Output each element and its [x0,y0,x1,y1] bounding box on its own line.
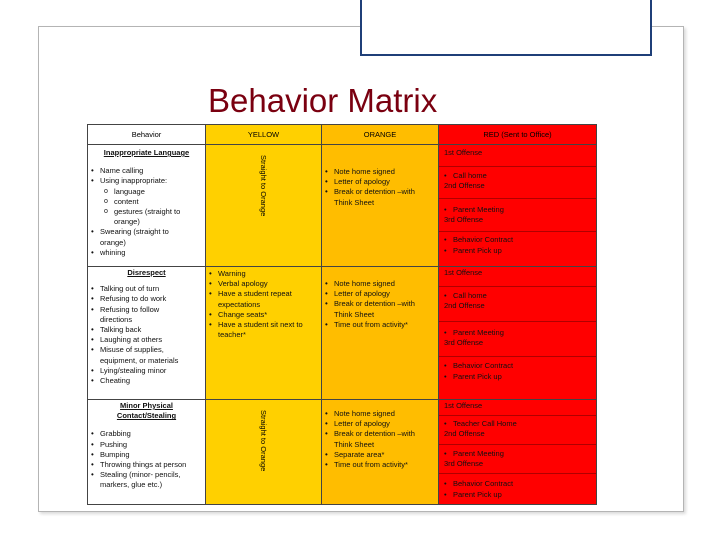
list-item: • Separate area* [322,450,438,460]
list-item: • Letter of apology [322,289,438,299]
list-item: Think Sheet [334,197,375,207]
slide-header-tab [360,0,652,56]
list-item: • Misuse of supplies, [88,345,205,355]
list-item: • Lying/stealing minor [88,366,205,376]
slide-title: Behavior Matrix [208,82,438,119]
list-item: • Parent Pick up [439,490,596,500]
list-item: • Have a student sit next to [206,320,321,330]
list-item: • Cheating [88,376,205,386]
header-orange: ORANGE [322,125,439,145]
list-item: directions [100,314,133,324]
offense-label: 1st Offense [439,267,596,287]
vertical-note: Straight to Orange [259,410,268,472]
section-heading: Minor Physical [120,401,173,410]
list-item: • Behavior Contract [439,232,596,245]
list-item: • Parent Meeting [439,445,596,459]
offense-label: 2nd Offense [439,429,596,445]
yellow-cell [206,145,322,267]
list-item: markers, glue etc.) [100,480,163,490]
offense-label: 3rd Offense [439,459,596,474]
list-item: orange) [100,237,126,247]
offense-label: 2nd Offense [439,181,596,199]
list-item: Think Sheet [334,439,375,449]
behavior-cell [88,267,206,400]
behavior-cell [88,400,206,505]
list-item: • Note home signed [322,409,438,419]
list-item: • Break or detention –with [322,299,438,309]
header-yellow: YELLOW [206,125,322,145]
list-item: o content [88,197,205,207]
list-item: • Letter of apology [322,177,438,187]
list-item: teacher* [218,330,246,340]
list-item: • whining [88,248,205,258]
header-red: RED (Sent to Office) [439,125,597,145]
list-item: • Parent Meeting [439,199,596,215]
list-item: • Letter of apology [322,419,438,429]
list-item: • Using inappropriate: [88,176,205,186]
offense-label: 2nd Offense [439,301,596,322]
list-item: expectations [218,299,261,309]
offense-label: 3rd Offense [439,215,596,232]
list-item: • Stealing (minor- pencils, [88,470,205,480]
list-item: • Name calling [88,166,205,176]
red-cell [439,145,597,267]
list-item: Think Sheet [334,309,375,319]
list-item: • Call home [439,287,596,301]
list-item: • Parent Meeting [439,322,596,338]
orange-cell [322,267,439,400]
list-item: • Refusing to follow [88,305,205,315]
list-item: • Throwing things at person [88,460,205,470]
list-item: • Pushing [88,440,205,450]
list-item: • Behavior Contract [439,474,596,489]
list-item: • Parent Pick up [439,372,596,382]
orange-cell [322,145,439,267]
list-item: • Talking back [88,325,205,335]
behavior-cell [88,145,206,267]
list-item: • Break or detention –with [322,429,438,439]
header-behavior: Behavior [88,125,206,145]
list-item: • Note home signed [322,279,438,289]
section-heading-line2: Contact/Stealing [116,411,177,421]
yellow-cell [206,400,322,505]
section-heading: Inappropriate Language [103,148,190,157]
list-item: • Talking out of turn [88,284,205,294]
orange-cell [322,400,439,505]
header-row [88,125,597,145]
behavior-matrix-table [87,124,597,505]
list-item: • Change seats* [206,310,321,320]
list-item: o gestures (straight to [88,207,205,217]
list-item: • Bumping [88,450,205,460]
red-cell [439,267,597,400]
vertical-note: Straight to Orange [259,155,268,217]
list-item: • Note home signed [322,167,438,177]
offense-label: 1st Offense [439,400,596,416]
table-row [88,145,597,267]
list-item: • Verbal apology [206,279,321,289]
list-item: • Parent Pick up [439,246,596,256]
list-item: • Teacher Call Home [439,416,596,429]
list-item: • Time out from activity* [322,460,438,470]
list-item: • Swearing (straight to [88,227,205,237]
list-item: • Grabbing [88,429,205,439]
section-heading: Disrespect [127,268,166,277]
list-item: • Have a student repeat [206,289,321,299]
offense-label: 3rd Offense [439,338,596,357]
table-row [88,267,597,400]
list-item: • Refusing to do work [88,294,205,304]
list-item: orange) [114,217,140,227]
list-item: • Behavior Contract [439,357,596,371]
list-item: • Warning [206,269,321,279]
table-row [88,400,597,505]
list-item: • Call home [439,167,596,181]
list-item: o language [88,187,205,197]
offense-label: 1st Offense [439,145,596,167]
yellow-cell [206,267,322,400]
list-item: equipment, or materials [100,355,179,365]
list-item: • Break or detention –with [322,187,438,197]
red-cell [439,400,597,505]
list-item: • Laughing at others [88,335,205,345]
list-item: • Time out from activity* [322,320,438,330]
